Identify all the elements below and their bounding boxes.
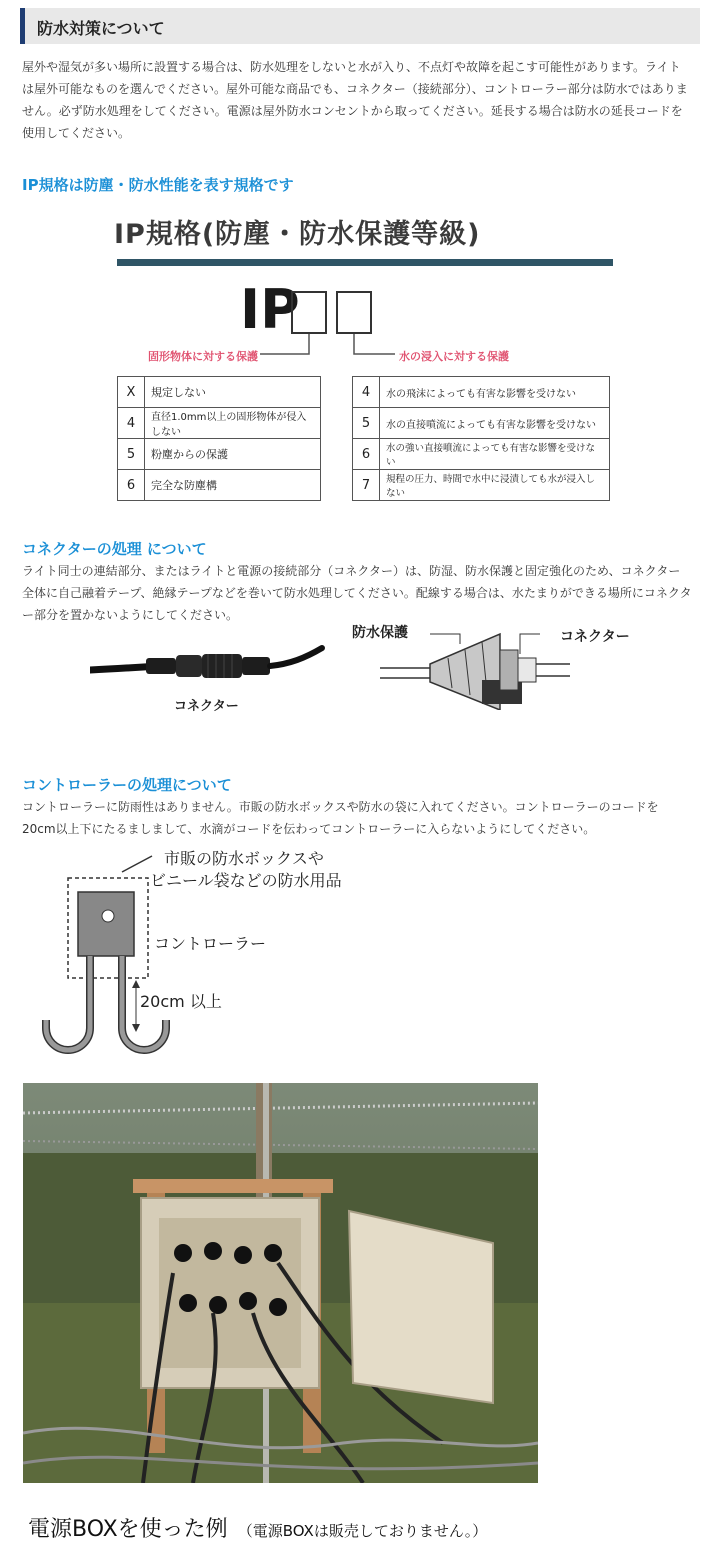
row-code: 5 [118,439,145,470]
connector-photo-label: コネクター [174,699,239,714]
table-row [353,470,610,501]
diagram-label-box-line2: ビニール袋などの防水用品 [150,871,342,890]
row-desc: 規定しない [145,377,321,408]
row-desc: 規程の圧力、時間で水中に浸漬しても水が浸入しない [380,470,610,501]
row-desc: 直径1.0mm以上の固形物体が侵入しない [145,408,321,439]
diagram-label-length: 20cm 以上 [140,992,222,1011]
section-title: 防水対策について [37,19,165,38]
caption-main: 電源BOXを使った例 [28,1517,228,1542]
ip-box-first-digit [291,291,327,334]
power-box-photo [23,1083,538,1483]
section-header [20,8,700,44]
photo-caption [28,1512,487,1543]
table-row [118,470,321,501]
row-code: X [118,377,145,408]
ip-chart-title: IP規格(防塵・防水保護等級) [114,219,481,250]
connector-photo [90,640,330,690]
controller-heading: コントローラーの処理について [22,776,232,794]
row-code: 5 [353,408,380,439]
row-desc: 水の飛沫によっても有害な影響を受けない [380,377,610,408]
table-row [118,377,321,408]
controller-text: コントローラーに防雨性はありません。市販の防水ボックスや防水の袋に入れてください。コントローラーのコードを20cm以上下にたるましまして、水滴がコードを伝わってコントローラーに入らないようにしてください。 [22,800,659,836]
table-row [118,439,321,470]
row-desc: 水の直接噴流によっても有害な影響を受けない [380,408,610,439]
table-row [353,439,610,470]
row-desc: 水の強い直接噴流によっても有害な影響を受けない [380,439,610,470]
ip-box-second-digit [336,291,372,334]
caption-note: （電源BOXは販売しておりません。） [237,1522,488,1540]
diagram-label-box-line1: 市販の防水ボックスや [164,849,324,868]
dust-table [117,376,321,501]
ip-code-text: IP [240,278,300,341]
row-code: 4 [118,408,145,439]
connector-text: ライト同士の連結部分、またはライトと電源の接続部分（コネクター）は、防湿、防水保護と固定強化のため、コネクター全体に自己融着テープ、絶縁テープなどを巻いて防水処理してください。配線する場合は、水たまりができる場所にコネクター部分を置かないようにしてください。 [22,564,692,622]
connector-heading: コネクターの処理 について [22,540,207,558]
diagram-label-protect: 防水保護 [352,625,408,641]
intro-text: 屋外や湿気が多い場所に設置する場合は、防水処理をしないと水が入り、不点灯や故障を起こす可能性があります。ライトは屋外可能なものを選んでください。屋外可能な商品でも、コネクター（接続部分）、コントローラー部分は防水ではありません。必ず防水処理をしてください。電源は屋外防水コンセントから取ってください。延長する場合は防水の延長コードを使用してください。 [22,60,688,140]
dust-protection-label: 固形物体に対する保護 [148,350,258,363]
table-row [118,408,321,439]
water-table [352,376,610,501]
diagram-label-connector: コネクター [560,629,630,645]
ip-title-rule [117,259,613,266]
row-desc: 完全な防塵構 [145,470,321,501]
row-code: 6 [353,439,380,470]
table-row [353,377,610,408]
diagram-label-controller: コントローラー [154,934,267,953]
water-protection-label: 水の浸入に対する保護 [399,350,509,363]
ip-heading: IP規格は防塵・防水性能を表す規格です [22,176,294,194]
table-row [353,408,610,439]
row-code: 4 [353,377,380,408]
row-desc: 粉塵からの保護 [145,439,321,470]
row-code: 7 [353,470,380,501]
ip-connector-lines [0,330,720,370]
row-code: 6 [118,470,145,501]
